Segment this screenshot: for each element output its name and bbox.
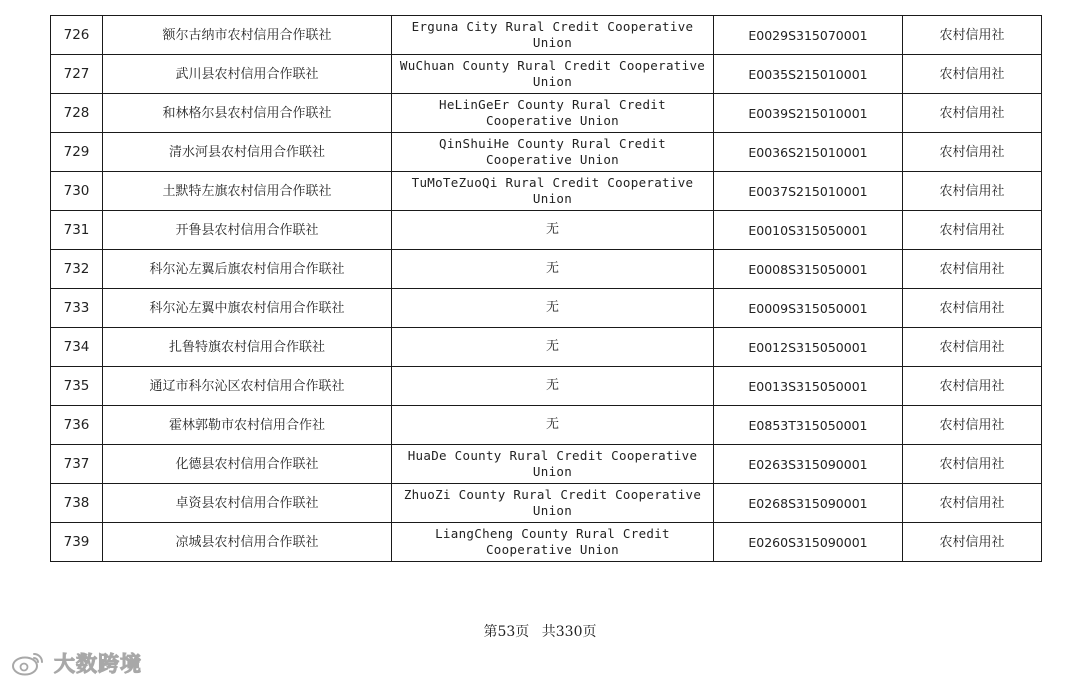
watermark [10,648,142,678]
table-row [51,289,1042,328]
row-number-cell: 734 [51,328,103,367]
institution-type-cell: 农村信用社 [903,484,1042,523]
institution-type-cell: 农村信用社 [903,328,1042,367]
institution-type-cell: 农村信用社 [903,406,1042,445]
institution-type-cell: 农村信用社 [903,523,1042,562]
chinese-name-cell: 通辽市科尔沁区农村信用合作联社 [103,367,392,406]
english-name-cell: TuMoTeZuoQi Rural Credit Cooperative Union [392,172,714,211]
english-name-cell: 无 [392,367,714,406]
english-name-cell: 无 [392,406,714,445]
table-row [51,406,1042,445]
english-name-cell: 无 [392,328,714,367]
table-row [51,133,1042,172]
institution-table [50,15,1042,562]
row-number-cell: 732 [51,250,103,289]
institution-code-cell: E0260S315090001 [714,523,903,562]
institution-type-cell: 农村信用社 [903,211,1042,250]
chinese-name-cell: 扎鲁特旗农村信用合作联社 [103,328,392,367]
institution-table-wrapper [50,15,1028,562]
chinese-name-cell: 科尔沁左翼后旗农村信用合作联社 [103,250,392,289]
institution-code-cell: E0008S315050001 [714,250,903,289]
institution-code-cell: E0268S315090001 [714,484,903,523]
institution-code-cell: E0263S315090001 [714,445,903,484]
english-name-cell: HuaDe County Rural Credit Cooperative Union [392,445,714,484]
english-name-cell: WuChuan County Rural Credit Cooperative Union [392,55,714,94]
table-row [51,172,1042,211]
institution-type-cell: 农村信用社 [903,367,1042,406]
institution-code-cell: E0010S315050001 [714,211,903,250]
table-row [51,94,1042,133]
row-number-cell: 739 [51,523,103,562]
table-row [51,523,1042,562]
row-number-cell: 733 [51,289,103,328]
english-name-cell: LiangCheng County Rural Credit Cooperative Union [392,523,714,562]
table-row [51,484,1042,523]
chinese-name-cell: 土默特左旗农村信用合作联社 [103,172,392,211]
institution-type-cell: 农村信用社 [903,16,1042,55]
institution-code-cell: E0009S315050001 [714,289,903,328]
english-name-cell: 无 [392,289,714,328]
institution-code-cell: E0853T315050001 [714,406,903,445]
institution-type-cell: 农村信用社 [903,445,1042,484]
institution-type-cell: 农村信用社 [903,133,1042,172]
chinese-name-cell: 霍林郭勒市农村信用合作社 [103,406,392,445]
english-name-cell: 无 [392,250,714,289]
row-number-cell: 731 [51,211,103,250]
row-number-cell: 738 [51,484,103,523]
chinese-name-cell: 清水河县农村信用合作联社 [103,133,392,172]
english-name-cell: 无 [392,211,714,250]
institution-type-cell: 农村信用社 [903,94,1042,133]
english-name-cell: Erguna City Rural Credit Cooperative Union [392,16,714,55]
table-row [51,367,1042,406]
institution-code-cell: E0012S315050001 [714,328,903,367]
page-total: 共330页 [541,624,597,640]
institution-type-cell: 农村信用社 [903,172,1042,211]
chinese-name-cell: 额尔古纳市农村信用合作联社 [103,16,392,55]
chinese-name-cell: 化德县农村信用合作联社 [103,445,392,484]
table-row [51,211,1042,250]
institution-code-cell: E0035S215010001 [714,55,903,94]
row-number-cell: 730 [51,172,103,211]
institution-code-cell: E0039S215010001 [714,94,903,133]
chinese-name-cell: 凉城县农村信用合作联社 [103,523,392,562]
english-name-cell: ZhuoZi County Rural Credit Cooperative Union [392,484,714,523]
table-row [51,445,1042,484]
table-body [51,16,1042,562]
page-footer [0,621,1080,641]
institution-code-cell: E0013S315050001 [714,367,903,406]
weibo-logo-icon [10,649,46,677]
chinese-name-cell: 卓资县农村信用合作联社 [103,484,392,523]
chinese-name-cell: 开鲁县农村信用合作联社 [103,211,392,250]
institution-type-cell: 农村信用社 [903,55,1042,94]
row-number-cell: 729 [51,133,103,172]
english-name-cell: QinShuiHe County Rural Credit Cooperative Union [392,133,714,172]
institution-type-cell: 农村信用社 [903,289,1042,328]
table-row [51,16,1042,55]
row-number-cell: 737 [51,445,103,484]
english-name-cell: HeLinGeEr County Rural Credit Cooperative Union [392,94,714,133]
watermark-text: 大数跨境 [54,652,142,676]
institution-code-cell: E0037S215010001 [714,172,903,211]
chinese-name-cell: 和林格尔县农村信用合作联社 [103,94,392,133]
row-number-cell: 726 [51,16,103,55]
institution-code-cell: E0036S215010001 [714,133,903,172]
row-number-cell: 727 [51,55,103,94]
institution-type-cell: 农村信用社 [903,250,1042,289]
table-row [51,250,1042,289]
chinese-name-cell: 科尔沁左翼中旗农村信用合作联社 [103,289,392,328]
row-number-cell: 728 [51,94,103,133]
row-number-cell: 736 [51,406,103,445]
table-row [51,328,1042,367]
institution-code-cell: E0029S315070001 [714,16,903,55]
page-number: 第53页 [483,624,530,640]
row-number-cell: 735 [51,367,103,406]
table-row [51,55,1042,94]
chinese-name-cell: 武川县农村信用合作联社 [103,55,392,94]
